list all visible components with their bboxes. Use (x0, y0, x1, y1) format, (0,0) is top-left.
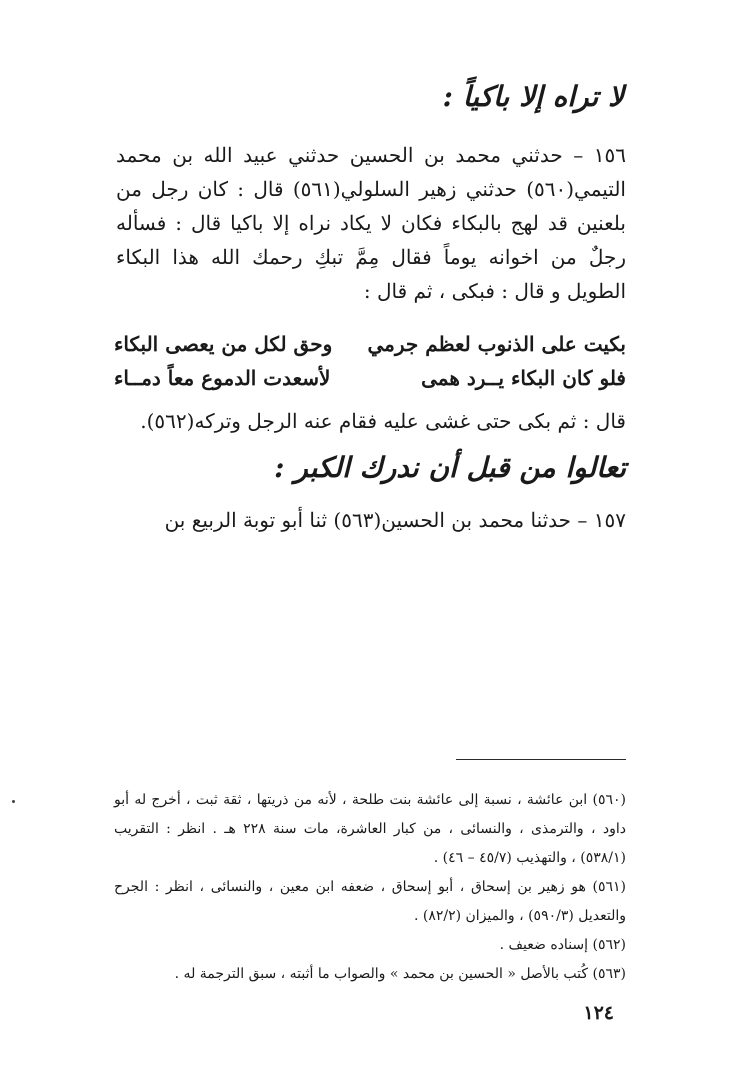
verse-line-2-first-hemistich: فلو كان البكاء يــرد همى (421, 366, 626, 390)
footnote-563: (٥٦٣) كُتب بالأصل « الحسين بن محمد » والصواب ما أثبته ، سبق الترجمة له . (174, 966, 626, 982)
hadith-156-paragraph: ١٥٦ – حدثني محمد بن الحسين حدثني عبيد الله بن محمد التيمي(٥٦٠) حدثني زهير السلولي(٥٦١) قال : كان رجل من بلعنين قد لهج بالبكاء فكان لا يكاد نراه إلا باكيا قال : فسأله رجلٌ من اخوانه يوماً فقال مِمَّ تبكِ رحمك الله هذا البكاء الطويل و قال : فبكى ، ثم قال : (116, 143, 626, 303)
footnote-561: (٥٦١) هو زهير بن إسحاق ، أبو إسحاق ، ضعفه ابن معين ، والنسائى ، انظر : الجرح والتعديل (٥٩٠/٣) ، والميزان (٨٢/٢) . (114, 879, 626, 924)
footnote-560: (٥٦٠) ابن عائشة ، نسبة إلى عائشة بنت طلحة ، لأنه من ذريتها ، ثقة ثبت ، أخرج له أبو داود ، والترمذى ، والنسائى ، من كبار العاشرة، مات سنة ٢٢٨ هـ . انظر : التقريب (٥٣٨/١) ، والتهذيب (٤٥/٧ – ٤٦) . (114, 792, 626, 866)
verse-line-2-second-hemistich: لأسعدت الدموع معاً دمــاء (114, 366, 331, 390)
paragraph-after-verse: قال : ثم بكى حتى غشى عليه فقام عنه الرجل وتركه(٥٦٢). (140, 409, 626, 433)
scan-edge-mark (12, 800, 15, 803)
footnote-562: (٥٦٢) إسناده ضعيف . (499, 937, 626, 953)
hadith-157-paragraph: ١٥٧ – حدثنا محمد بن الحسين(٥٦٣) ثنا أبو توبة الربيع بن (164, 508, 626, 532)
footnote-divider (456, 759, 626, 760)
footnotes-section (114, 786, 626, 989)
verse-line-2 (114, 361, 626, 395)
verse-line-1-first-hemistich: بكيت على الذنوب لعظم جرمي (367, 332, 626, 356)
section-heading-old-age: تعالوا من قبل أن ندرك الكبر : (274, 451, 626, 484)
verse-line-1-second-hemistich: وحق لكل من يعصى البكاء (114, 332, 333, 356)
poem-verses (114, 327, 626, 395)
page-number: ١٢٤ (583, 1002, 614, 1024)
verse-line-1 (114, 327, 626, 361)
section-heading-weeping: لا تراه إلا باكياً : (442, 80, 624, 113)
